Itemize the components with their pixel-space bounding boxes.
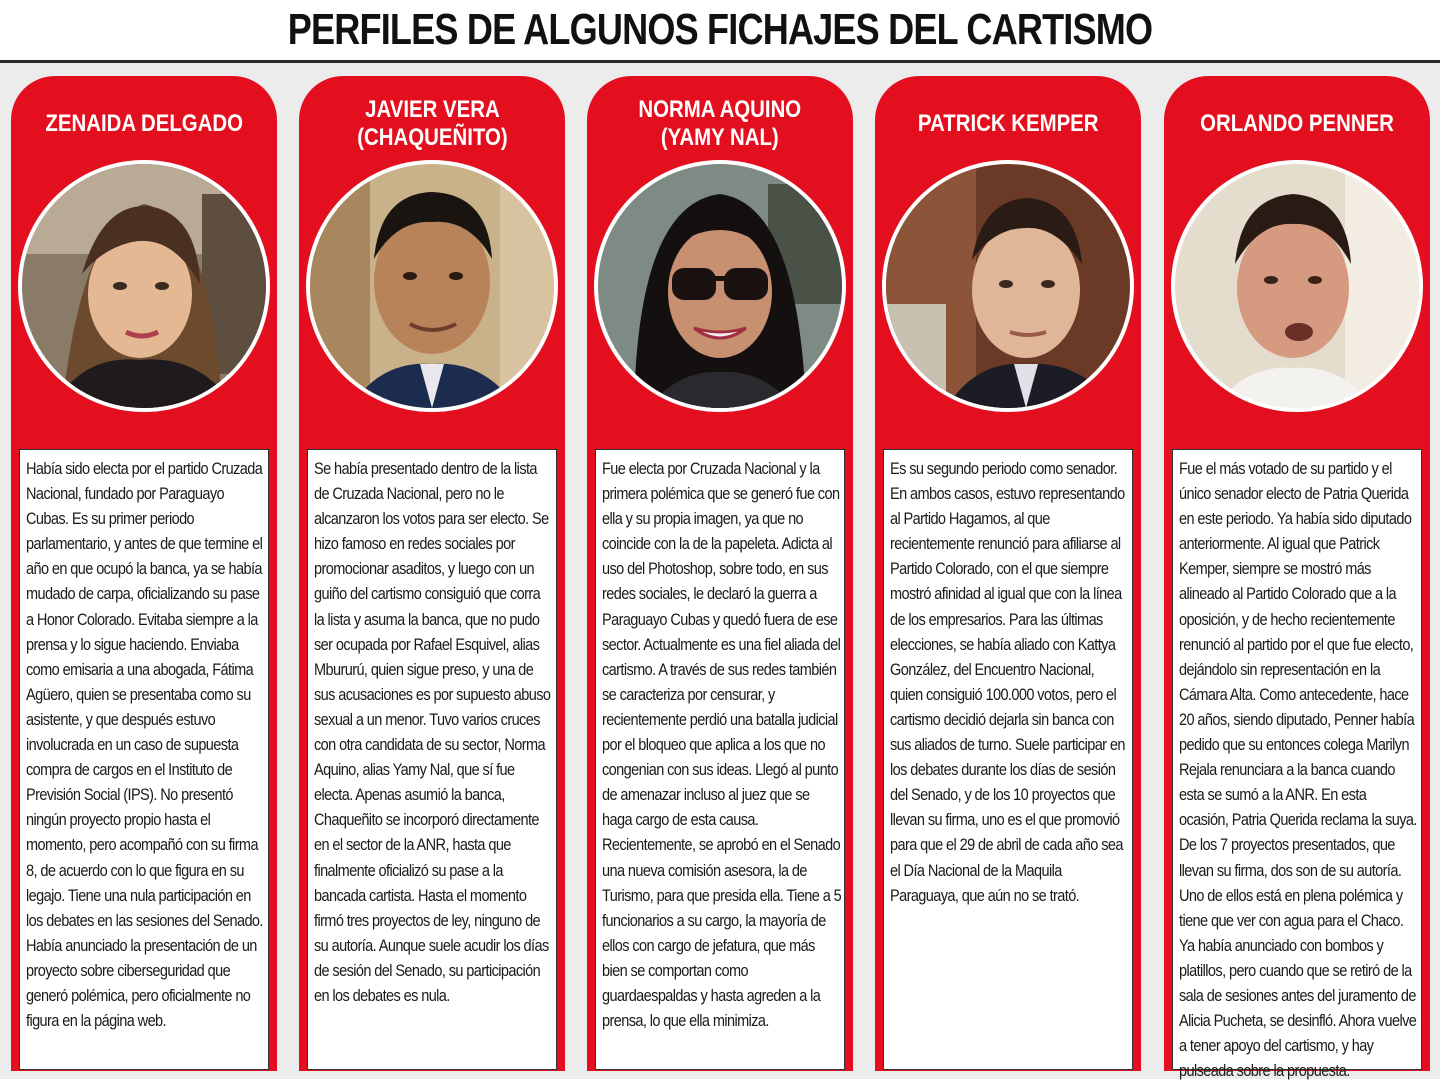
profile-photo bbox=[306, 160, 558, 412]
profile-name: ORLANDO PENNER bbox=[1200, 110, 1394, 137]
profile-card-javier-vera bbox=[299, 76, 565, 1071]
profile-card-norma-aquino bbox=[587, 76, 853, 1071]
headline-text: PERFILES DE ALGUNOS FICHAJES DEL CARTISMO bbox=[287, 5, 1153, 54]
profile-name: JAVIER VERA (CHAQUEÑITO) bbox=[356, 96, 508, 151]
profile-photo bbox=[18, 160, 270, 412]
profile-text-box bbox=[307, 449, 557, 1070]
profile-text: Fue electa por Cruzada Nacional y la primera polémica que se generó fue con ella y su propia imagen, ya que no coincide con la de la papeleta. Adicta al uso del Photoshop, sobre todo, en sus redes sociales, le declaró la guerra a Paraguayo Cubas y quedó fuera de ese sector. Actualmente es una fiel aliada del cartismo. A través de sus redes también se caracteriza por censurar, y recientemente perdió una batalla judicial por el bloqueo que aplica a los que no congenian con sus ideas. Llegó al punto de amenazar incluso al juez que se haga cargo de esta causa. Recientemente, se aprobó en el Senado una nueva comisión asesora, la de Turismo, para que presida ella. Tiene a 5 funcionarios a su cargo, la mayoría de ellos con cargo de jefatura, que más bien se comportan como guardaespaldas y hasta agreden a la prensa, lo que ella minimiza. bbox=[602, 459, 842, 1031]
profile-text-box bbox=[1172, 449, 1422, 1081]
profile-text: Se había presentado dentro de la lista de Cruzada Nacional, pero no le alcanzaron los votos para ser electo. Se hizo famoso en redes sociales por promocionar asaditos, y luego con un guiño del cartismo consiguió que corra la lista y asuma la banca, que no pudo ser ocupada por Rafael Esquivel, alias Mbururú, quien sigue preso, y una de sus acusaciones es por supuesto abuso sexual a un menor. Tuvo varios cruces con otra candidata de su sector, Norma Aquino, alias Yamy Nal, que sí fue electa. Apenas asumió la banca, Chaqueñito se incorporó directamente en el sector de la ANR, hasta que finalmente oficializó su pase a la bancada cartista. Hasta el momento firmó tres proyectos de ley, ninguno de su autoría. Aunque suele acudir los días de sesión del Senado, su participación en los debates es nula. bbox=[314, 459, 551, 1005]
profile-text-box bbox=[19, 449, 269, 1070]
profile-card-orlando-penner bbox=[1164, 76, 1430, 1081]
profile-card-patrick-kemper bbox=[875, 76, 1141, 1071]
profile-name: PATRICK KEMPER bbox=[917, 110, 1099, 137]
profile-text-box bbox=[883, 449, 1133, 1070]
profile-name: ZENAIDA DELGADO bbox=[45, 110, 243, 137]
profile-photo bbox=[882, 160, 1134, 412]
profile-photo bbox=[594, 160, 846, 412]
profile-text-box bbox=[595, 449, 845, 1070]
profile-name: NORMA AQUINO (YAMY NAL) bbox=[638, 96, 802, 151]
profile-text: Había sido electa por el partido Cruzada Nacional, fundado por Paraguayo Cubas. Es su primer periodo parlamentario, y antes de que termine el año en que ocupó la banca, ya se había mudado de carpa, oficializando su pase a Honor Colorado. Evitaba siempre a la prensa y lo sigue haciendo. Enviaba como emisaria a una abogada, Fátima Agüero, quien se presentaba como su asistente, y que después estuvo involucrada en un caso de supuesta compra de cargos en el Instituto de Previsión Social (IPS). No presentó ningún proyecto propio hasta el momento, pero acompañó con su firma 8, de acuerdo con lo que figura en su legajo. Tiene una nula participación en los debates en las sesiones del Senado. Había anunciado la presentación de un proyecto sobre ciberseguridad que generó polémica, pero oficialmente no figura en la página web. bbox=[26, 459, 263, 1031]
profile-photo bbox=[1171, 160, 1423, 412]
profile-card-zenaida-delgado bbox=[11, 76, 277, 1071]
profile-text: Fue el más votado de su partido y el único senador electo de Patria Querida en este periodo. Ya había sido diputado anteriormente. Al igual que Patrick Kemper, siempre se mostró más alineado al Partido Colorado que a la oposición, y de hecho recientemente renunció al partido por el que fue electo, dejándolo sin representación en la Cámara Alta. Como antecedente, hace 20 años, siendo diputado, Penner había pedido que su entonces colega Marilyn Rejala renunciara a la banca cuando esta se sumó a la ANR. En esta ocasión, Patria Querida reclama la suya. De los 7 proyectos presentados, que llevan su firma, dos son de su autoría. Uno de ellos está en plena polémica y tiene que ver con agua para el Chaco. Ya había anunciado con bombos y platillos, pero cuando que se retiró de la sala de sesiones antes del juramento de Alicia Pucheta, se desinfló. Ahora vuelve a tener apoyo del cartismo, y hay pulseada sobre la propuesta. bbox=[1179, 459, 1417, 1081]
profile-text: Es su segundo periodo como senador. En ambos casos, estuvo representando al Partido Hagamos, al que recientemente renunció para afiliarse al Partido Colorado, con el que siempre mostró afinidad al igual que con la línea de los empresarios. Para las últimas elecciones, se había aliado con Kattya González, del Encuentro Nacional, quien consiguió 100.000 votos, pero el cartismo decidió dejarla sin banca con sus aliados de turno. Suele participar en los debates durante los días de sesión del Senado, y de los 10 proyectos que llevan su firma, uno es el que promovió para que el 29 de abril de cada año sea el Día Nacional de la Maquila Paraguaya, que aún no se trató. bbox=[890, 459, 1125, 905]
headline bbox=[130, 0, 1311, 60]
